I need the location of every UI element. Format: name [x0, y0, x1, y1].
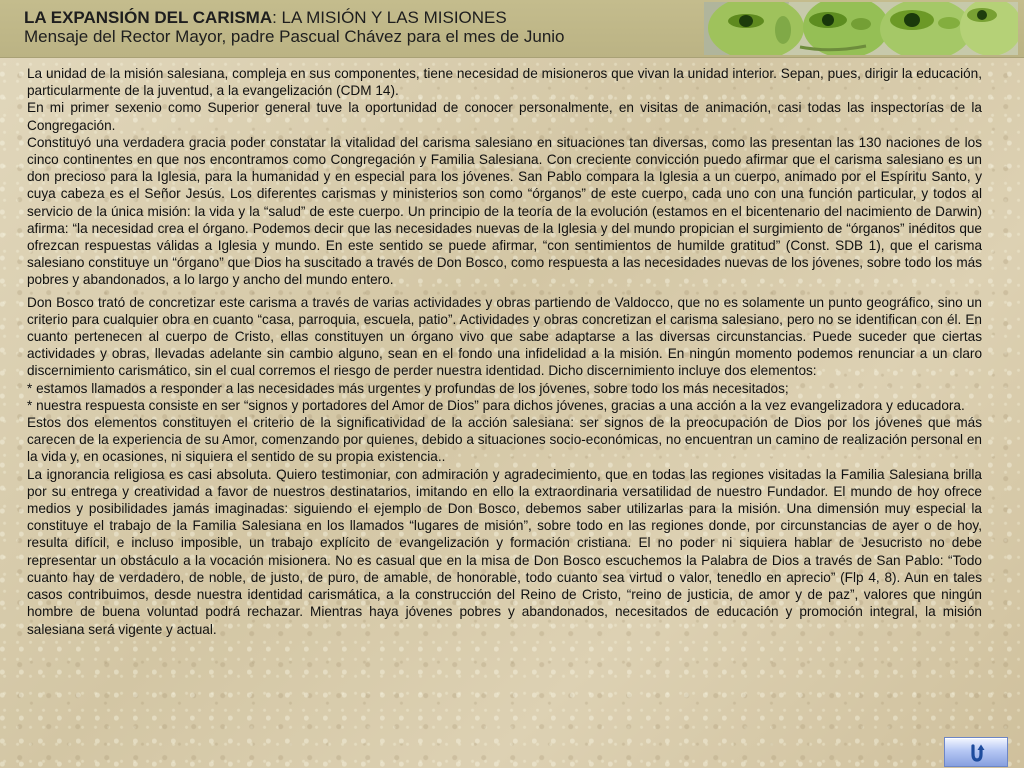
paragraph: En mi primer sexenio como Superior general tuve la oportunidad de conocer personalmente, en visitas de animación, casi todas las inspectorías de la Congregación.	[27, 100, 982, 133]
paragraph: Estos dos elementos constituyen el criterio de la significatividad de la acción salesiana: ser signos de la preocupación de Dios por los jóvenes que más carecen de la experiencia de su Amor, comenzando por quienes, debido a situaciones socio-económicas, no encuentran un camino de realización personal en la vida y, en ocasiones, ni siquiera el sentido de su propia existencia..	[27, 415, 982, 465]
page-subtitle: Mensaje del Rector Mayor, padre Pascual Chávez para el mes de Junio	[24, 27, 565, 46]
title-block	[24, 8, 700, 47]
u-turn-return-icon	[967, 742, 987, 764]
page-title	[24, 8, 700, 27]
paragraph: La unidad de la misión salesiana, compleja en sus componentes, tiene necesidad de misioneros que vivan la unidad interior. Sepan, pues, dirigir la educación, particularmente de la juventud, a la evangelización (CDM 14).	[27, 66, 982, 99]
bullet-item: * estamos llamados a responder a las necesidades más urgentes y profundas de los jóvenes, sobre todo los más necesitados;	[27, 380, 789, 396]
title-regular-part: : LA MISIÓN Y LAS MISIONES	[272, 8, 507, 27]
return-button[interactable]	[944, 737, 1008, 767]
paragraph: Constituyó una verdadera gracia poder constatar la vitalidad del carisma salesiano en situaciones tan diversas, como las presentan las 130 naciones de los cinco continentes en que nos encontramos como Congregación y Familia Salesiana. Con creciente convicción puedo afirmar que el carisma salesiano es un don precioso para la Iglesia, para la humanidad y en especial para los jóvenes. San Pablo compara la Iglesia a un cuerpo, animado por el Espíritu Santo, y cuya cabeza es el Señor Jesús. Los diferentes carismas y ministerios son como “órganos” de este cuerpo, cada uno con una función particular, y todos al servicio de la única misión: la vida y la “salud” de este cuerpo. Un principio de la teoría de la evolución (estamos en el bicentenario del nacimiento de Darwin) afirma: “la necesidad crea el órgano. Podemos decir que las necesidades nuevas de la Iglesia y del mundo propician el surgimiento de “órganos” inéditos que ofrezcan respuestas válidas a Iglesia y mundo. En este sentido se puede afirmar, “con sentimientos de humilde gratitud” (Const. SDB 1), que el carisma salesiano constituye un “órgano” que Dios ha suscitado a través de Don Bosco, como respuesta a las necesidades nuevas de los jóvenes, sobre todo los más pobres y abandonados, a lo largo y ancho del mundo entero.	[27, 134, 982, 288]
paragraph: Don Bosco trató de concretizar este carisma a través de varias actividades y obras partiendo de Valdocco, que no es solamente un punto geográfico, sino un criterio para cualquier obra en cuanto “casa, parroquia, escuela, patio”. Actividades y obras concretizan el carisma salesiano, pero no se identifican con él. En cuanto pertenecen al cuerpo de Cristo, ellas constituyen un órgano vivo que sabe adaptarse a las diversas circunstancias. Puede suceder que ciertas actividades y obras, llevadas adelante sin cambio alguno, sean en el fondo una infidelidad a la misión. En ningún momento podemos renunciar a un claro discernimiento carismático, sin el cual corremos el riesgo de perder nuestra identidad. Dicho discernimiento incluye dos elementos:	[27, 294, 982, 379]
paragraph: La ignorancia religiosa es casi absoluta. Quiero testimoniar, con admiración y agradecimiento, que en todas las regiones visitadas la Familia Salesiana brilla por su entrega y creatividad a favor de nuestros destinatarios, imitando en ello la extraordinaria versatilidad de nuestro Fundador. El mundo de hoy ofrece medios y posibilidades jamás imaginadas: siguiendo el ejemplo de Don Bosco, debemos saber utilizarlas para la misión. Una dimensión muy especial la constituye el trabajo de la Familia Salesiana en los llamados “lugares de misión”, sobre todo en las regiones donde, por circunstancias de ayer o de hoy, resulta difícil, e incluso imposible, un trabajo explícito de evangelización y formación cristiana. El no poder ni siquiera hablar de Jesucristo no debe representar un obstáculo a la vocación misionera. No es casual que en la misa de Don Bosco escuchemos la Palabra de Dios a través de San Pablo: “Todo cuanto hay de verdadero, de noble, de justo, de puro, de amable, de honorable, todo cuanto sea virtud o valor, tenedlo en aprecio” (Flp 4, 8). Aun en tales casos contribuimos, desde nuestra identidad carismática, a la construcción del Reino de Cristo, “reino de justicia, de amor y de paz”, valores que ningún hombre de buena voluntad podrá rechazar. Mientras haya jóvenes pobres y abandonados, necesitados de educación y promoción integral, la misión salesiana será vigente y actual.	[27, 466, 982, 637]
bullet-item: * nuestra respuesta consiste en ser “signos y portadores del Amor de Dios” para dichos jóvenes, gracias a una acción a la vez evangelizadora y educadora.	[27, 397, 965, 413]
header-faces-image	[704, 2, 1018, 55]
title-bold-part: LA EXPANSIÓN DEL CARISMA	[24, 8, 273, 27]
green-faces-illustration	[704, 2, 1018, 55]
message-body	[27, 65, 982, 761]
header-band	[0, 0, 1024, 58]
